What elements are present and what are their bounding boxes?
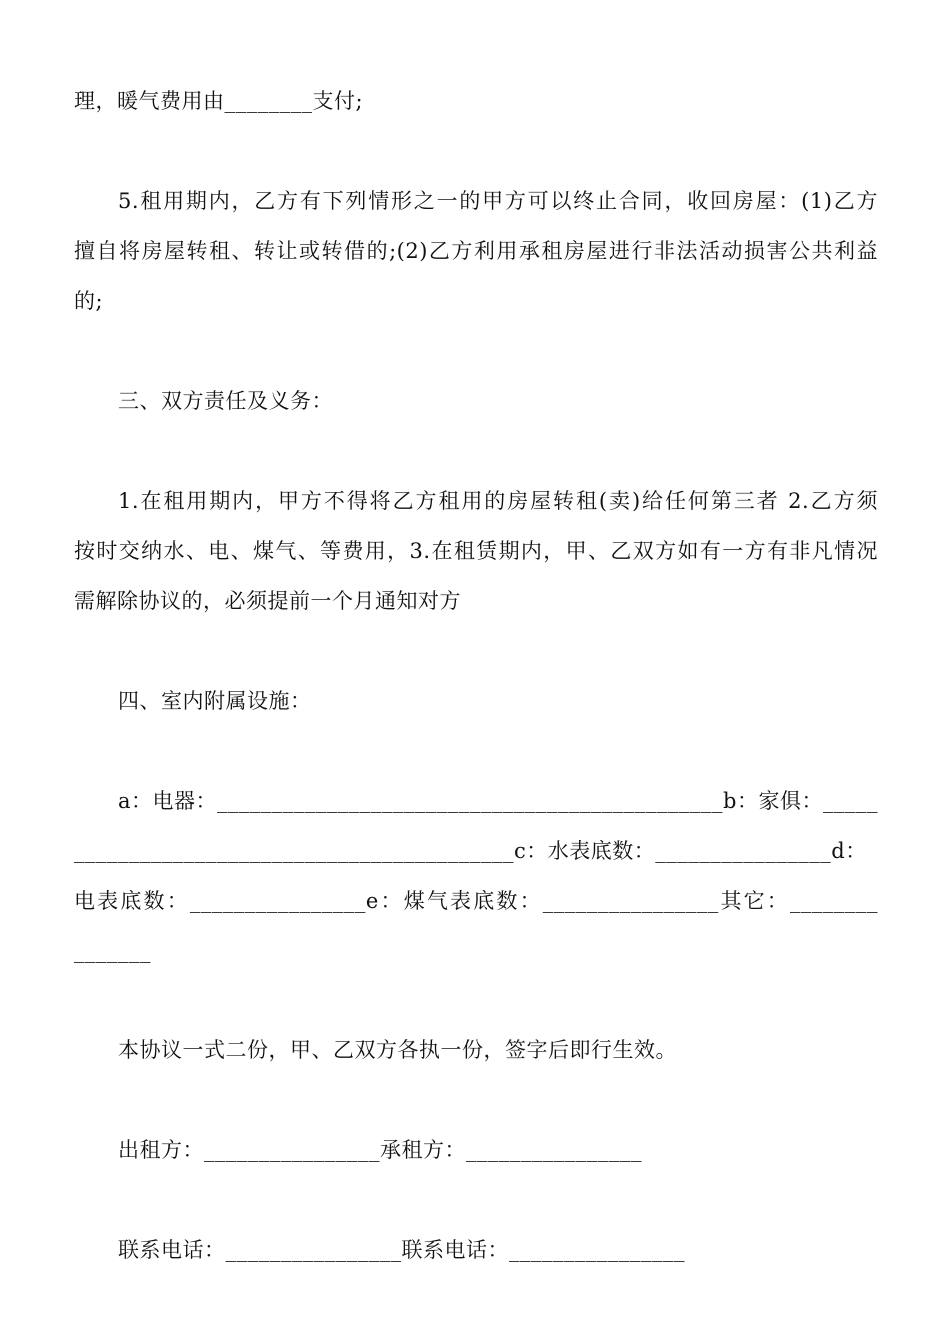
facilities-line-1: a：电器：______________________________________________b：家俱：_____ <box>118 789 878 813</box>
clause-5-line-2: 擅自将房屋转租、转让或转借的;(2)乙方利用承租房屋进行非法活动损害公共利益 <box>74 239 878 263</box>
clause-5-line-3: 的; <box>74 289 104 313</box>
contact-phone-line: 联系电话：________________联系电话：________________ <box>118 1238 685 1262</box>
facilities-line-4: _______ <box>74 939 151 963</box>
section-3-body-line-2: 按时交纳水、电、煤气、等费用，3.在租赁期内，甲、乙双方如有一方有非凡情况 <box>74 539 878 563</box>
facilities-line-2: ________________________________________c：水表底数：________________d： <box>74 839 867 863</box>
clause-5-line-1: 5.租用期内，乙方有下列情形之一的甲方可以终止合同，收回房屋：(1)乙方 <box>118 189 878 213</box>
signature-parties-line: 出租方：________________承租方：________________ <box>118 1138 642 1162</box>
agreement-copies-statement: 本协议一式二份，甲、乙双方各执一份，签字后即行生效。 <box>118 1038 677 1062</box>
heating-fee-line: 理，暖气费用由________支付; <box>74 89 364 113</box>
facilities-line-3: 电表底数：________________e：煤气表底数：________________其它：________ <box>74 889 878 913</box>
section-3-body-line-1: 1.在租用期内，甲方不得将乙方租用的房屋转租(卖)给任何第三者 2.乙方须 <box>118 489 878 513</box>
section-3-body-line-3: 需解除协议的，必须提前一个月通知对方 <box>74 589 461 613</box>
section-3-heading: 三、双方责任及义务： <box>118 389 333 413</box>
section-4-heading: 四、室内附属设施： <box>118 689 312 713</box>
